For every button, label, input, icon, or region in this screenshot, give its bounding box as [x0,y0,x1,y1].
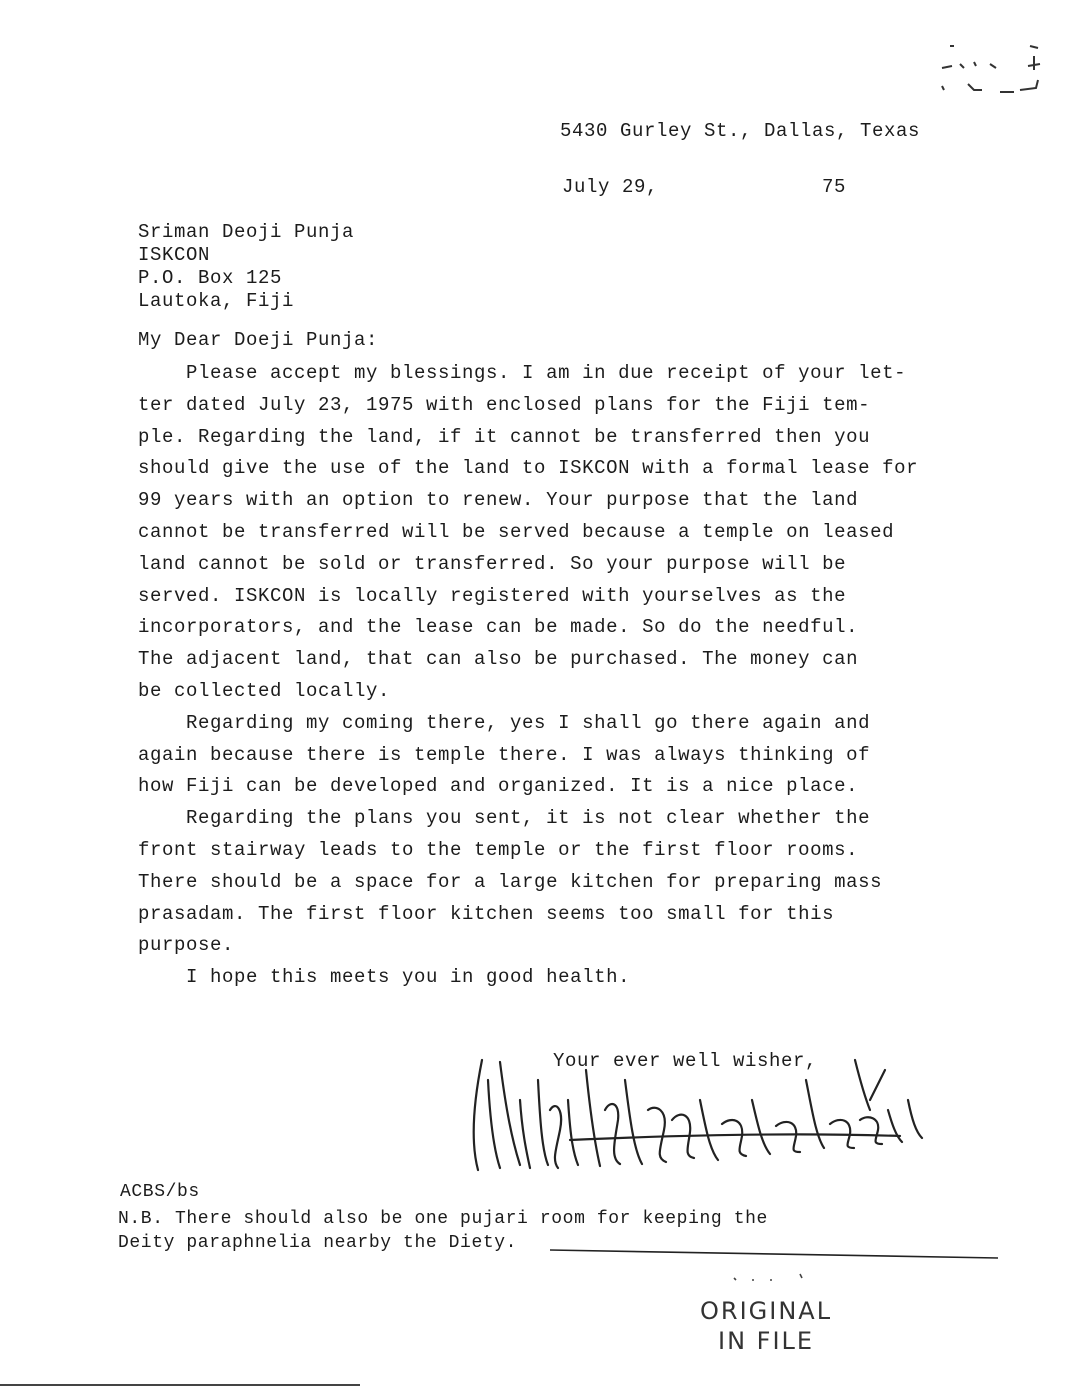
body-line: Please accept my blessings. I am in due receipt of your let- [138,362,907,384]
body-line: front stairway leads to the temple or the first floor rooms. [138,838,859,861]
body-line: purpose. [138,934,235,957]
date-year: 75 [822,176,847,198]
typist-initials: ACBS/bs [120,1182,200,1202]
stamp-line: IN FILE [717,1327,815,1355]
body-line: There should be a space for a large kitchen for preparing mass [138,870,883,893]
page-bottom-rule [0,1384,360,1386]
body-line: should give the use of the land to ISKCON with a formal lease for [138,457,919,480]
corner-scribble [930,38,1050,108]
closing-line: Your ever well wisher, [553,1050,818,1072]
sender-address: 5430 Gurley St., Dallas, Texas [560,120,921,142]
body-line: prasadam. The first floor kitchen seems too small for this [138,902,835,925]
postscript-line: N.B. There should also be one pujari room for keeping the [118,1209,768,1229]
body-line: ple. Regarding the land, if it cannot be transferred then you [138,425,871,448]
original-in-file-stamp [700,1296,832,1356]
body-line: be collected locally. [138,679,391,702]
postscript-line: Deity paraphnelia nearby the Diety. [118,1233,518,1253]
body-line: Regarding my coming there, yes I shall go there again and [138,711,871,734]
body-line: I hope this meets you in good health. [138,966,631,989]
body-line: 99 years with an option to renew. Your purpose that the land [138,489,859,512]
letter-body [138,358,968,994]
body-line: how Fiji can be developed and organized. It is a nice place. [138,775,859,798]
stamp-marks [730,1270,810,1284]
body-line: ter dated July 23, 1975 with enclosed plans for the Fiji tem- [138,393,871,416]
letter-date [562,176,847,198]
recipient-line: P.O. Box 125 [138,267,283,289]
recipient-line: ISKCON [138,244,211,266]
body-line: Regarding the plans you sent, it is not clear whether the [138,807,871,830]
stamp-line: ORIGINAL [700,1297,833,1325]
body-line: land cannot be sold or transferred. So your purpose will be [138,552,847,575]
body-line: The adjacent land, that can also be purchased. The money can [138,648,859,671]
salutation: My Dear Doeji Punja: [138,329,379,351]
recipient-block [138,221,354,313]
body-line: served. ISKCON is locally registered with yourselves as the [138,584,847,607]
body-line: incorporators, and the lease can be made. So do the needful. [138,616,859,639]
body-line: cannot be transferred will be served because a temple on leased [138,520,895,543]
recipient-line: Lautoka, Fiji [138,290,295,312]
body-line: again because there is temple there. I was always thinking of [138,743,871,766]
date-day: July 29, [562,176,659,198]
recipient-line: Sriman Deoji Punja [138,221,355,243]
handwritten-underline [550,1230,1000,1260]
